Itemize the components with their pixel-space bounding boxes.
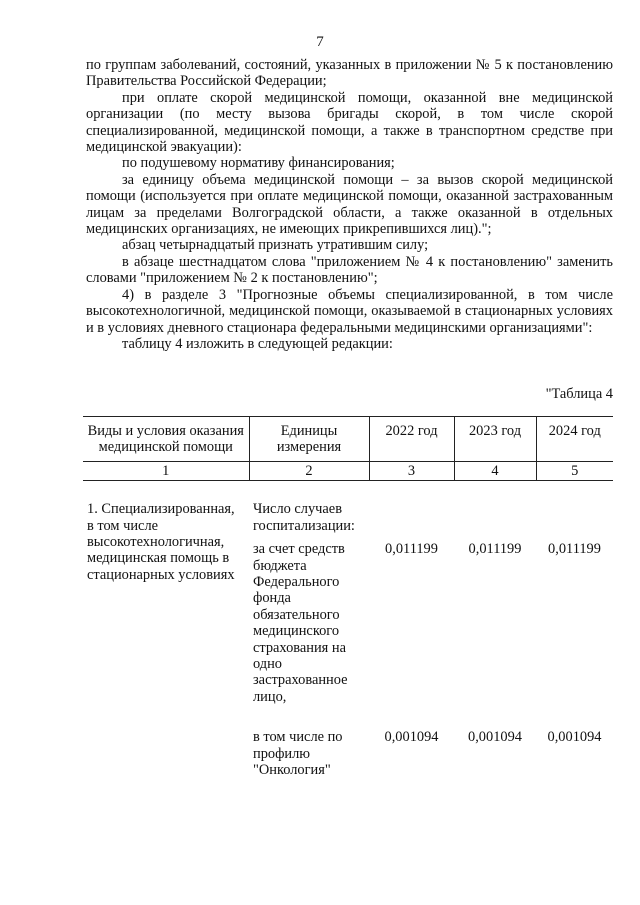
column-number-row xyxy=(83,461,613,480)
paragraph-2: при оплате скорой медицинской помощи, оказанной вне медицинской организации (по месту вызова бригады скорой, в том числе скорой специализированной, медицинской помощи, а также в транспортном средстве при медицинской эвакуации): xyxy=(86,89,613,156)
table-row xyxy=(83,481,613,542)
unit-cell: Число случаев госпитализации: xyxy=(253,501,355,534)
paragraph-6: в абзаце шестнадцатом слова "приложением № 4 к постановлению" заменить словами "приложением № 2 к постановлению"; xyxy=(86,253,613,287)
table-caption: "Таблица 4 xyxy=(545,386,613,402)
header-2022: 2022 год xyxy=(369,417,454,462)
header-2024: 2024 год xyxy=(536,417,613,462)
column-number: 4 xyxy=(454,461,536,480)
paragraph-7: 4) в разделе 3 "Прогнозные объемы специализированной, в том числе высокотехнологичной, медицинской помощи, оказываемой в стационарных условиях и в условиях дневного стационара федеральными медицинскими организациями": xyxy=(86,286,613,336)
column-number: 5 xyxy=(536,461,613,480)
paragraph-3: по подушевому нормативу финансирования; xyxy=(122,155,395,172)
value-2023: 0,011199 xyxy=(468,541,522,558)
column-number: 1 xyxy=(83,461,249,480)
table-header-row xyxy=(83,417,613,462)
paragraph-4: за единицу объема медицинской помощи – за вызов скорой медицинской помощи (используется при оплате медицинской помощи, оказанной застрахованным лицам за пределами Волгоградской области, а также оказанной в отдельных медицинских организациях, не имеющих прикрепившихся лиц)."; xyxy=(86,171,613,238)
paragraph-8: таблицу 4 изложить в следующей редакции: xyxy=(122,335,393,352)
column-number: 3 xyxy=(369,461,454,480)
column-number: 2 xyxy=(249,461,369,480)
value-2022: 0,011199 xyxy=(385,541,438,558)
header-type: Виды и условия оказания медицинской помощи xyxy=(83,417,249,462)
care-type-cell: 1. Специализированная, в том числе высокотехнологичная, медицинская помощь в стационарных условиях xyxy=(87,501,235,583)
value-2024: 0,001094 xyxy=(547,729,602,746)
document-body xyxy=(86,57,613,352)
unit-cell: в том числе по профилю "Онкология" xyxy=(253,729,343,779)
value-2023: 0,001094 xyxy=(468,729,522,746)
page-number: 7 xyxy=(316,34,324,50)
paragraph-5: абзац четырнадцатый признать утратившим силу; xyxy=(122,237,429,254)
unit-cell: за счет средств бюджета Федерального фонда обязательного медицинского страхования на одно застрахованное лицо, xyxy=(253,541,348,705)
header-unit: Единицы измерения xyxy=(249,417,369,462)
header-2023: 2023 год xyxy=(454,417,536,462)
value-2022: 0,001094 xyxy=(384,729,439,746)
value-2024: 0,011199 xyxy=(548,541,601,558)
paragraph-1: по группам заболеваний, состояний, указанных в приложении № 5 к постановлению Правительства Российской Федерации; xyxy=(86,57,613,90)
volumes-table xyxy=(83,416,613,779)
